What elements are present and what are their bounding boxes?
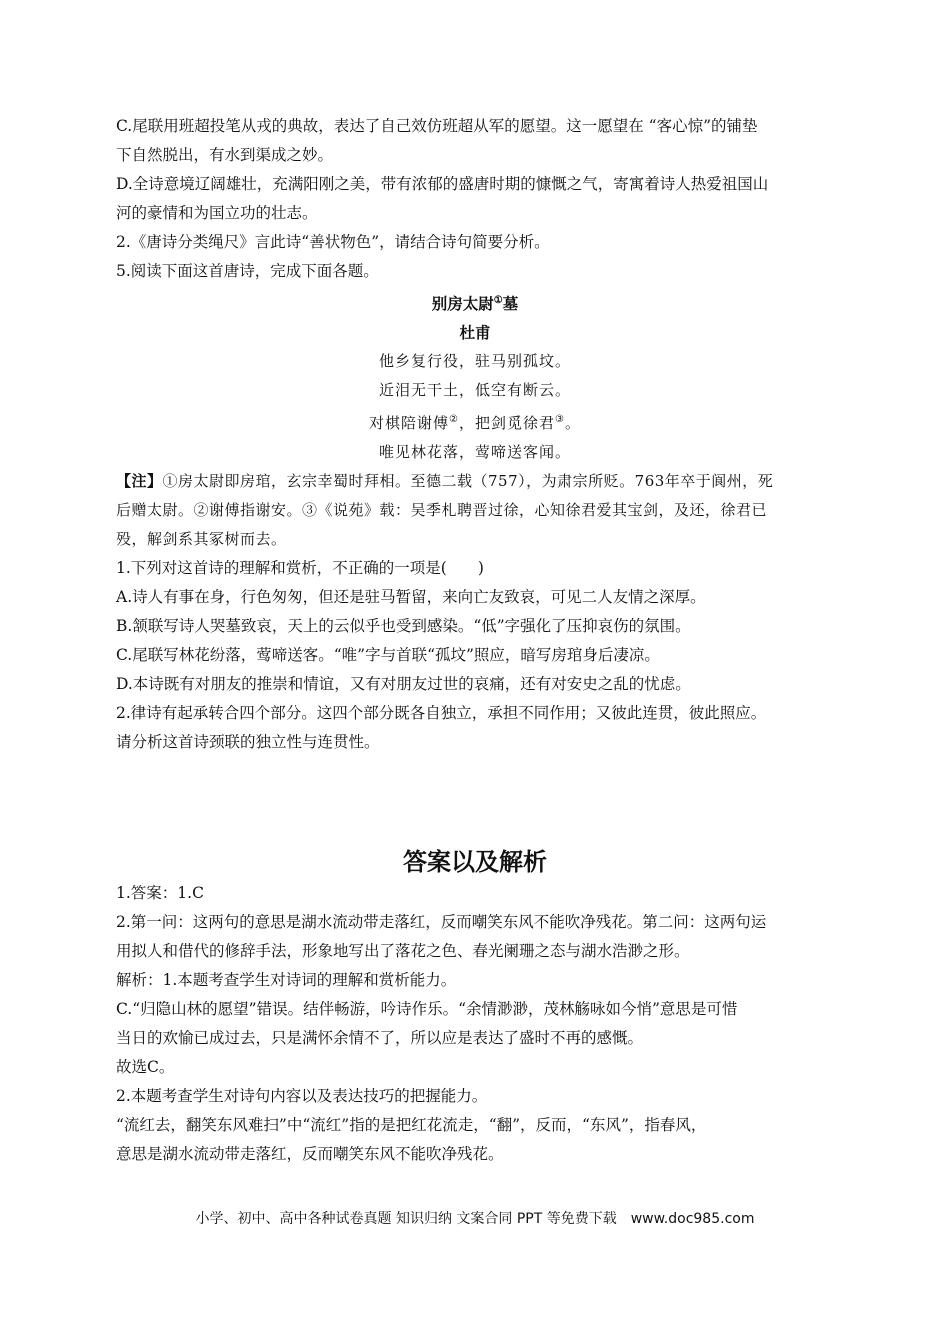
option-d-line2: 河的豪情和为国立功的壮志。 [116, 204, 318, 222]
page-footer: 小学、初中、高中各种试卷真题 知识归纳 文案合同 PPT 等免费下载 www.doc985.com [195, 1211, 755, 1227]
poem-line-1: 他乡复行役，驻马别孤坟。 [378, 352, 571, 371]
option-d: D.本诗既有对朋友的推崇和情谊，又有对朋友过世的哀痛，还有对安史之乱的忧虑。 [116, 675, 691, 694]
answer-line: 1.答案：1.C [116, 884, 204, 903]
poem-line-4: 唯见林花落，莺啼送客闻。 [378, 443, 571, 462]
answer-line: 当日的欢愉已成过去，只是满怀余情不了，所以应是表达了盛时不再的感慨。 [116, 1029, 644, 1048]
option-c: C.尾联写林花纷落，莺啼送客。“唯”字与首联“孤坟”照应，暗写房琯身后凄凉。 [116, 646, 660, 665]
note-line-3: 殁，解剑系其冢树而去。 [116, 530, 287, 549]
answer-line: 意思是湖水流动带走落红，反而嘲笑东风不能吹净残花。 [116, 1145, 504, 1164]
option-a: A.诗人有事在身，行色匆匆，但还是驻马暂留，来向亡友致哀，可见二人友情之深厚。 [116, 588, 706, 607]
answer-line: 用拟人和借代的修辞手法，形象地写出了落花之色、春光阑珊之态与湖水浩渺之形。 [116, 942, 690, 961]
option-c-line2: 下自然脱出，有水到渠成之妙。 [116, 146, 334, 164]
answer-line: 2.本题考查学生对诗句内容以及表达技巧的把握能力。 [116, 1087, 488, 1106]
answer-line: 故选C。 [116, 1058, 175, 1077]
poem-line-3: 对棋陪谢傅②，把剑觅徐君③。 [369, 414, 581, 433]
note-line-2: 后赠太尉。②谢傅指谢安。③《说苑》载：吴季札聘晋过徐，心知徐君爱其宝剑，及还，徐君已 [116, 501, 768, 520]
answer-line: 2.第一问：这两句的意思是湖水流动带走落红，反而嘲笑东风不能吹净残花。第二问：这两句运 [116, 913, 767, 932]
poem-title: 别房太尉①墓 [431, 294, 519, 314]
option-c-line1: C.尾联用班超投笔从戎的典故，表达了自己效仿班超从军的愿望。这一愿望在 “客心惊”的铺垫 [116, 117, 758, 135]
question-2-line1: 2.律诗有起承转合四个部分。这四个部分既各自独立，承担不同作用；又彼此连贯，彼此照应。 [116, 704, 767, 723]
question-2-line2: 请分析这首诗颈联的独立性与连贯性。 [116, 733, 380, 752]
question-5-intro: 5.阅读下面这首唐诗，完成下面各题。 [116, 262, 379, 280]
question-1: 1.下列对这首诗的理解和赏析，不正确的一项是( ) [116, 559, 484, 578]
note-line-1: 【注】①房太尉即房琯，玄宗幸蜀时拜相。至德二载（757），为肃宗所贬。763年卒于阆州，死 [116, 472, 774, 491]
note-tag: 【注】 [116, 472, 163, 491]
option-d-line1: D.全诗意境辽阔雄壮，充满阳刚之美，带有浓郁的盛唐时期的慷慨之气，寄寓着诗人热爱祖国山 [116, 175, 769, 193]
poem-line-2: 近泪无干土，低空有断云。 [378, 381, 571, 400]
poem-author: 杜甫 [459, 323, 491, 343]
section-spacer [116, 757, 834, 845]
answer-line: 解析：1.本题考查学生对诗词的理解和赏析能力。 [116, 971, 457, 990]
answer-line: C.“归隐山林的愿望”错误。结伴畅游，吟诗作乐。“余情渺渺，茂林觞咏如今悄”意思是可惜 [116, 1000, 738, 1019]
answer-line: “流红去，翻笑东风难扫”中“流红”指的是把红花流走，“翻”，反而，“东风”，指春风， [116, 1116, 707, 1135]
document-page [116, 112, 834, 1169]
answers-heading: 答案以及解析 [403, 848, 547, 877]
question-2: 2.《唐诗分类绳尺》言此诗“善状物色”，请结合诗句简要分析。 [116, 233, 550, 251]
option-b: B.颔联写诗人哭墓致哀，天上的云似乎也受到感染。“低”字强化了压抑哀伤的氛围。 [116, 617, 691, 636]
